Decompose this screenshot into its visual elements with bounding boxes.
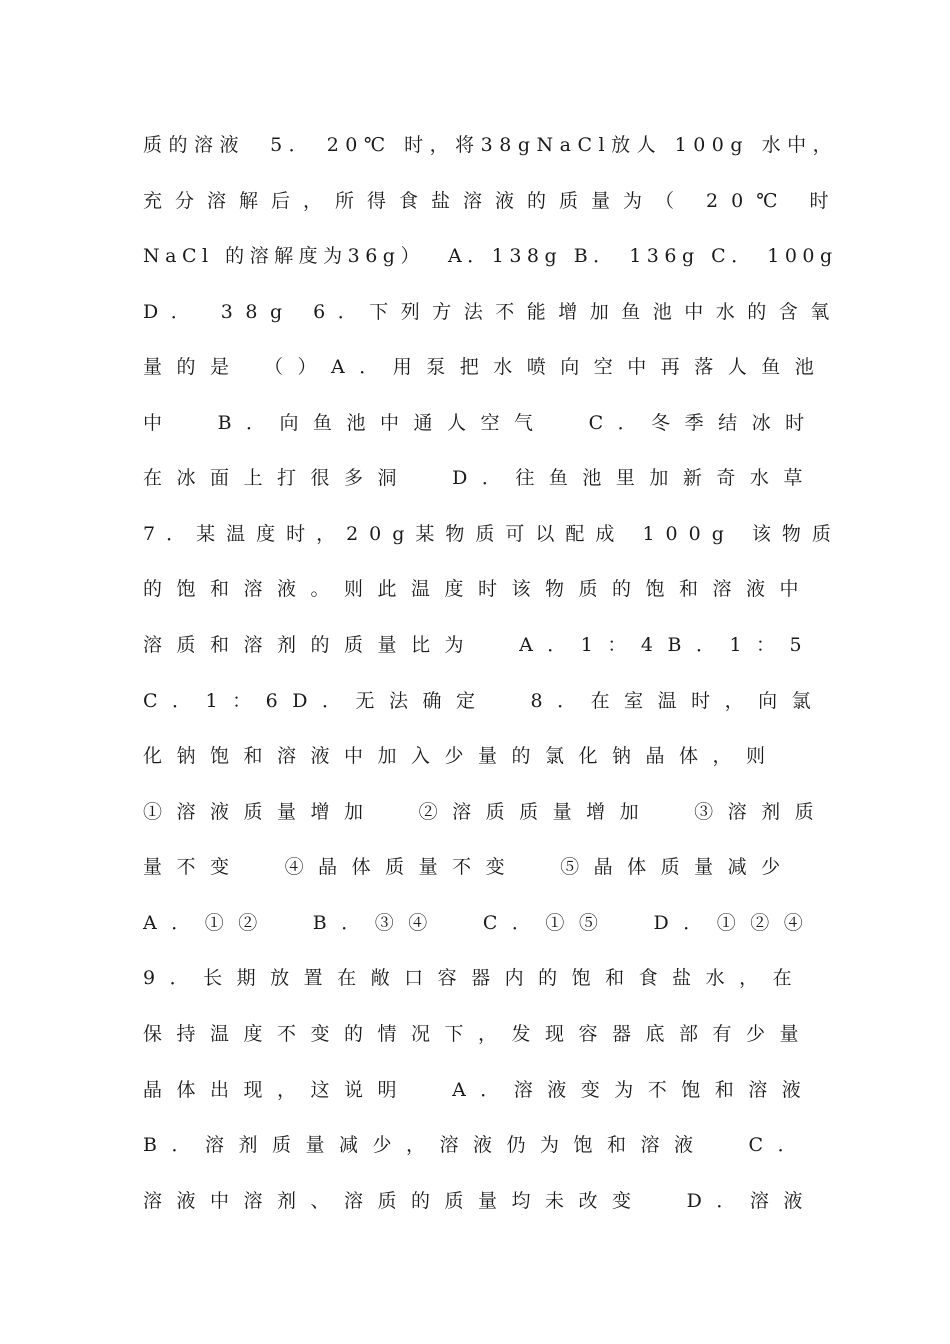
text-line: 7．某温度时，20g某物质可以配成 100g 该物质 bbox=[143, 523, 842, 545]
text-line: 中 B．向鱼池中通人空气 C．冬季结冰时 bbox=[143, 412, 819, 434]
text-line: 在冰面上打很多洞 D．往鱼池里加新奇水草 bbox=[143, 467, 817, 489]
text-line: 量的是 （）A．用泵把水喷向空中再落人鱼池 bbox=[143, 356, 829, 378]
text-line: 质的溶液 5． 20℃ 时，将38gNaCl放人 100g 水中， bbox=[143, 134, 839, 156]
text-line: 9．长期放置在敞口容器内的饱和食盐水，在 bbox=[143, 967, 807, 989]
text-line: C．1：6D．无法确定 8．在室温时，向氯 bbox=[143, 690, 826, 712]
text-line: 晶体出现，这说明 A．溶液变为不饱和溶液 bbox=[143, 1079, 816, 1101]
text-line: 保持温度不变的情况下，发现容器底部有少量 bbox=[143, 1023, 814, 1045]
text-line: 化钠饱和溶液中加入少量的氯化钠晶体，则 bbox=[143, 745, 780, 767]
text-line: 溶液中溶剂、溶质的质量均未改变 D．溶液 bbox=[143, 1190, 817, 1212]
text-line: A．①② B．③④ C．①⑤ D．①②④ bbox=[143, 912, 818, 934]
text-line: 溶质和溶剂的质量比为 A．1：4B．1：5 bbox=[143, 634, 817, 656]
text-line: NaCl 的溶解度为36g） A．138g B． 136g C． 100g bbox=[143, 245, 838, 267]
text-line: 量不变 ④晶体质量不变 ⑤晶体质量减少 bbox=[143, 856, 795, 878]
text-line: ①溶液质量增加 ②溶质质量增加 ③溶剂质 bbox=[143, 801, 829, 823]
text-line: 充分溶解后，所得食盐溶液的质量为（ 20℃ 时 bbox=[143, 190, 842, 212]
text-line: 的饱和溶液。则此温度时该物质的饱和溶液中 bbox=[143, 578, 814, 600]
text-line: D． 38g 6．下列方法不能增加鱼池中水的含氧 bbox=[143, 301, 842, 323]
text-line: B．溶剂质量减少，溶液仍为饱和溶液 C． bbox=[143, 1134, 812, 1156]
